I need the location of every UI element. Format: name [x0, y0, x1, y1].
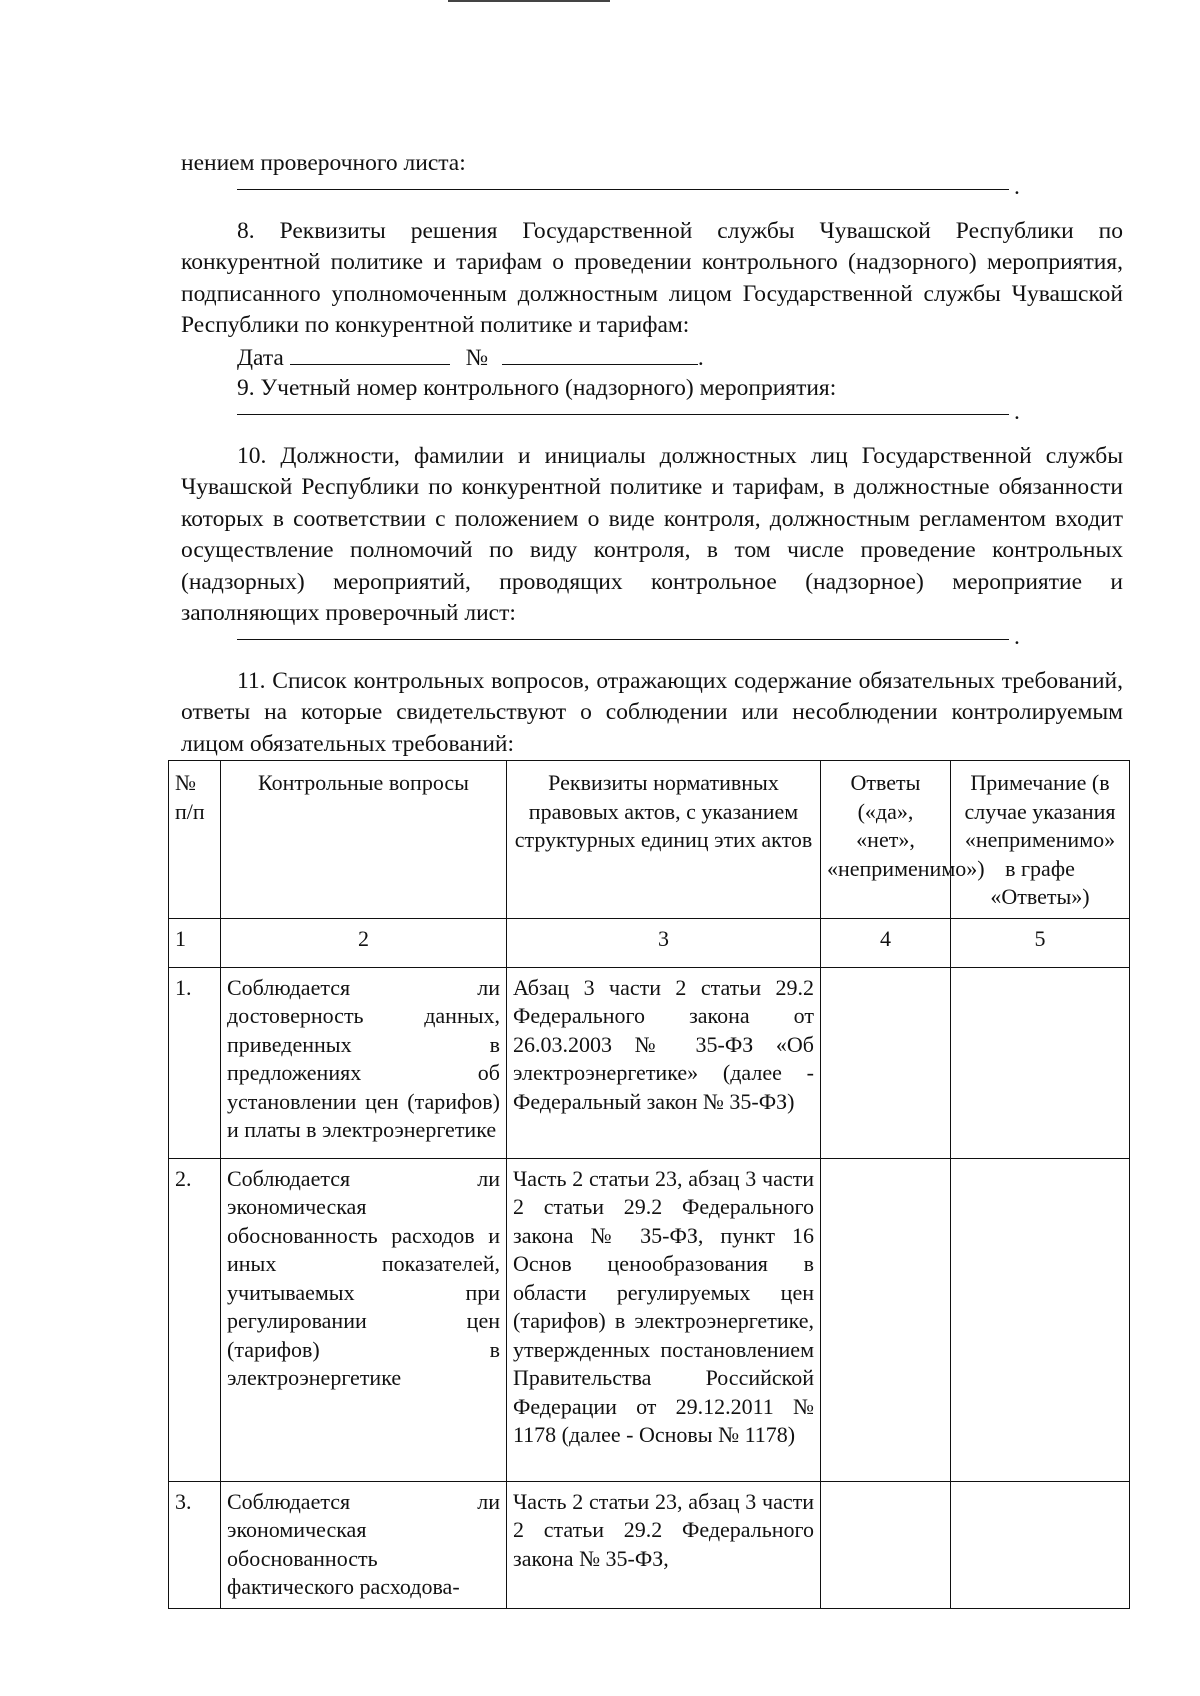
- row-number: 2.: [169, 1158, 221, 1481]
- blank-dot: .: [1014, 173, 1020, 200]
- column-number: 4: [821, 918, 951, 967]
- row-question: Соблюдается ли экономическая обоснованность расходов и иных показателей, учитываемых при регулировании цен (тарифов) в электроэнергетике: [221, 1158, 507, 1481]
- row-answer-cell[interactable]: [821, 1158, 951, 1481]
- header-note: Примечание (в случае указания «неприменимо» в графе «Ответы»): [951, 761, 1130, 919]
- blank-field-7[interactable]: [181, 173, 1123, 216]
- item-8-text: 8. Реквизиты решения Государственной службы Чувашской Республики по конкурентной политике и тарифам о проведении контрольного (надзорного) мероприятия, подписанного уполномоченным должностным лицом Государственной службы Чувашской Республики по конкурентной политике и тарифам:: [181, 217, 1123, 338]
- blank-dot: .: [1014, 398, 1020, 425]
- row-reference: Абзац 3 части 2 статьи 29.2 Федерального закона от 26.03.2003 № 35-ФЗ «Об электроэнергетике» (далее - Федеральный закон № 35-ФЗ): [507, 967, 821, 1158]
- row-number: 3.: [169, 1481, 221, 1608]
- table-row: [169, 1481, 1130, 1608]
- header-references: Реквизиты нормативных правовых актов, с указанием структурных единиц этих актов: [507, 761, 821, 919]
- blank-line: [237, 639, 1009, 640]
- row-reference: Часть 2 статьи 23, абзац 3 части 2 статьи 29.2 Федерального закона № 35-ФЗ, пункт 16 Основ ценообразования в области регулируемых цен (тарифов) в электроэнергетике, утвержденных постановлением Правительства Российской Федерации от 29.12.2011 № 1178 (далее - Основы № 1178): [507, 1158, 821, 1481]
- header-answers: Ответы («да», «нет», «неприменимо»): [821, 761, 951, 919]
- number-field[interactable]: [502, 342, 698, 365]
- checklist-table: [168, 760, 1130, 1609]
- column-number: 2: [221, 918, 507, 967]
- number-label: №: [465, 344, 489, 371]
- table-row: [169, 967, 1130, 1158]
- date-field[interactable]: [290, 342, 450, 365]
- row-question: Соблюдается ли достоверность данных, приведенных в предложениях об установлении цен (тарифов) и платы в электроэнергетике: [221, 967, 507, 1158]
- intro-tail: нением проверочного листа:: [181, 150, 466, 176]
- item-11-text: 11. Список контрольных вопросов, отражающих содержание обязательных требований, ответы на которые свидетельствуют о соблюдении или несоблюдении контролируемым лицом обязательных требований:: [181, 667, 1123, 757]
- header-number: № п/п: [169, 761, 221, 919]
- blank-field-9[interactable]: [181, 398, 1123, 441]
- scan-artifact: [448, 0, 610, 2]
- row-note-cell[interactable]: [951, 1481, 1130, 1608]
- column-number: 3: [507, 918, 821, 967]
- blank-line: [237, 189, 1009, 190]
- date-row-dot: .: [697, 344, 704, 371]
- blank-field-10[interactable]: [181, 623, 1123, 666]
- header-questions: Контрольные вопросы: [221, 761, 507, 919]
- item-9-text: 9. Учетный номер контрольного (надзорного) мероприятия:: [237, 375, 837, 401]
- date-label: Дата: [237, 344, 284, 371]
- row-reference: Часть 2 статьи 23, абзац 3 части 2 статьи 29.2 Федерального закона № 35-ФЗ,: [507, 1481, 821, 1608]
- table-column-numbers-row: [169, 918, 1130, 967]
- item-10-text: 10. Должности, фамилии и инициалы должностных лиц Государственной службы Чувашской Республики по конкурентной политике и тарифам, в должностные обязанности которых в соответствии с положением о виде контроля, должностным регламентом входит осуществление полномочий по виду контроля, в том числе проведение контрольных (надзорных) мероприятий, проводящих контрольное (надзорное) мероприятие и заполняющих проверочный лист:: [181, 442, 1123, 626]
- row-answer-cell[interactable]: [821, 1481, 951, 1608]
- row-question: Соблюдается ли экономическая обоснованность фактического расходова-: [221, 1481, 507, 1608]
- row-answer-cell[interactable]: [821, 967, 951, 1158]
- date-number-row: [181, 342, 1123, 374]
- document-body: [181, 148, 1123, 760]
- row-number: 1.: [169, 967, 221, 1158]
- blank-dot: .: [1014, 623, 1020, 650]
- table-row: [169, 1158, 1130, 1481]
- blank-line: [237, 414, 1009, 415]
- table-header-row: [169, 761, 1130, 919]
- column-number: 5: [951, 918, 1130, 967]
- row-note-cell[interactable]: [951, 967, 1130, 1158]
- column-number: 1: [169, 918, 221, 967]
- row-note-cell[interactable]: [951, 1158, 1130, 1481]
